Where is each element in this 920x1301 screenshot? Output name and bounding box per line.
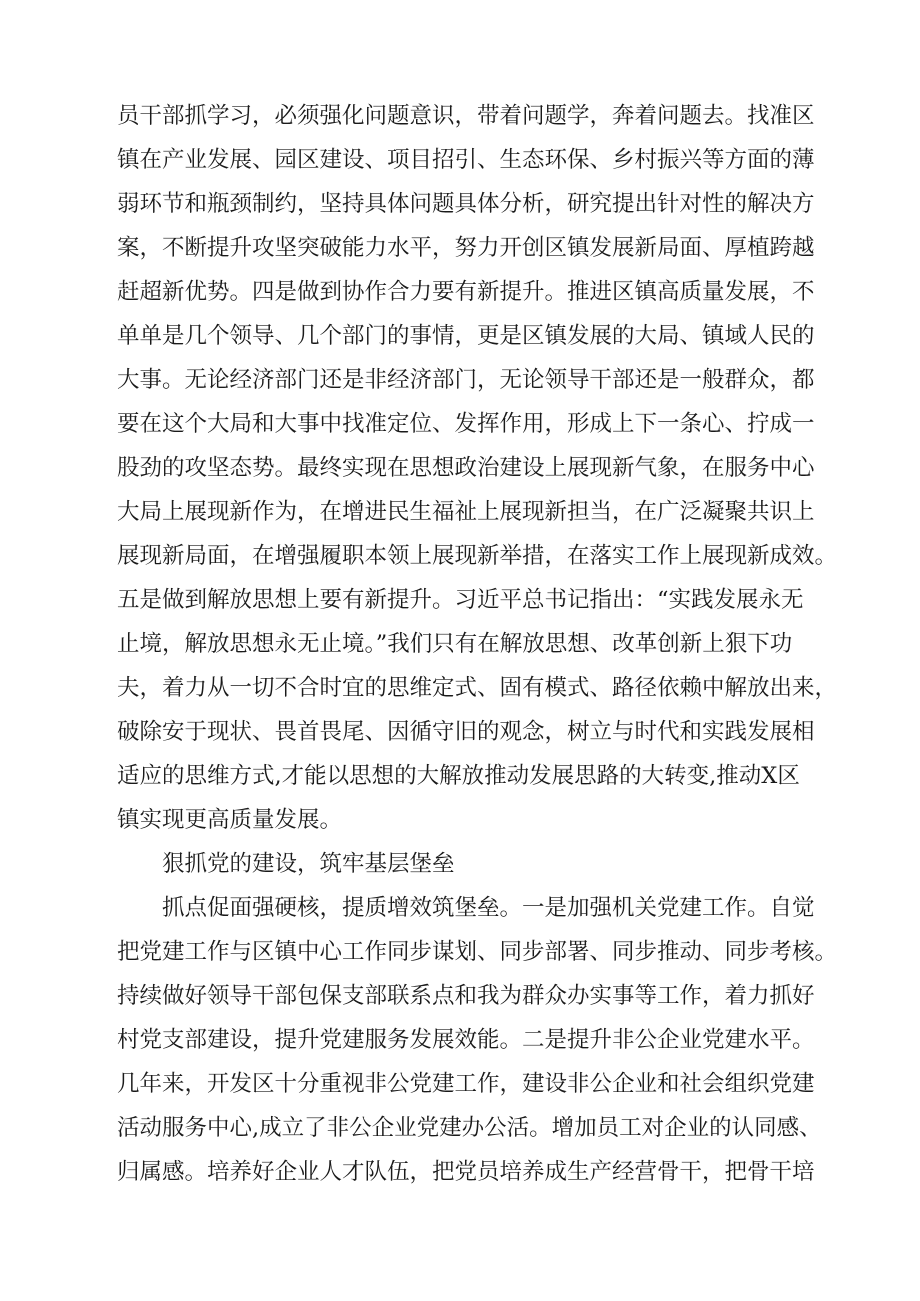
- text-line: 活动服务中心,成立了非公企业党建办公活。增加员工对企业的认同感、: [117, 1115, 822, 1141]
- text-line: 大局上展现新作为，在增进民生福祉上展现新担当，在广泛凝聚共识上: [117, 499, 815, 525]
- text-line: 夫，着力从一切不合时宜的思维定式、固有模式、路径依赖中解放出来，: [117, 675, 838, 701]
- text-line: 持续做好领导干部包保支部联系点和我为群众办实事等工作，着力抓好: [117, 983, 815, 1009]
- text-line: 抓点促面强硬核，提质增效筑堡垒。一是加强机关党建工作。自觉: [162, 895, 815, 921]
- text-line: 五是做到解放思想上要有新提升。习近平总书记指出：“实践发展永无: [117, 587, 804, 613]
- text-line: 案，不断提升攻坚突破能力水平，努力开创区镇发展新局面、厚植跨越: [117, 235, 815, 261]
- text-line: 镇在产业发展、园区建设、项目招引、生态环保、乡村振兴等方面的薄: [117, 147, 815, 173]
- section-heading: 狠抓党的建设，筑牢基层堡垒: [162, 851, 455, 877]
- text-line: 赶超新优势。四是做到协作合力要有新提升。推进区镇高质量发展，不: [117, 279, 815, 305]
- text-line: 归属感。培养好企业人才队伍，把党员培养成生产经营骨干，把骨干培: [117, 1159, 815, 1185]
- text-line: 镇实现更高质量发展。: [117, 807, 343, 833]
- text-line: 要在这个大局和大事中找准定位、发挥作用，形成上下一条心、拧成一: [117, 411, 815, 437]
- text-line: 员干部抓学习，必须强化问题意识，带着问题学，奔着问题去。找准区: [117, 103, 815, 129]
- text-line: 破除安于现状、畏首畏尾、因循守旧的观念，树立与时代和实践发展相: [117, 719, 815, 745]
- text-line: 村党支部建设，提升党建服务发展效能。二是提升非公企业党建水平。: [117, 1027, 815, 1053]
- text-line: 展现新局面，在增强履职本领上展现新举措，在落实工作上展现新成效。: [117, 543, 838, 569]
- text-line: 大事。无论经济部门还是非经济部门，无论领导干部还是一般群众，都: [117, 367, 815, 393]
- text-line: 弱环节和瓶颈制约，坚持具体问题具体分析，研究提出针对性的解决方: [117, 191, 815, 217]
- text-line: 适应的思维方式,才能以思想的大解放推动发展思路的大转变,推动X区: [117, 763, 800, 789]
- text-line: 股劲的攻坚态势。最终实现在思想政治建设上展现新气象，在服务中心: [117, 455, 815, 481]
- text-line: 几年来，开发区十分重视非公党建工作，建设非公企业和社会组织党建: [117, 1071, 815, 1097]
- text-line: 止境，解放思想永无止境。”我们只有在解放思想、改革创新上狠下功: [117, 631, 793, 657]
- text-line: 把党建工作与区镇中心工作同步谋划、同步部署、同步推动、同步考核。: [117, 939, 838, 965]
- text-line: 单单是几个领导、几个部门的事情，更是区镇发展的大局、镇域人民的: [117, 323, 815, 349]
